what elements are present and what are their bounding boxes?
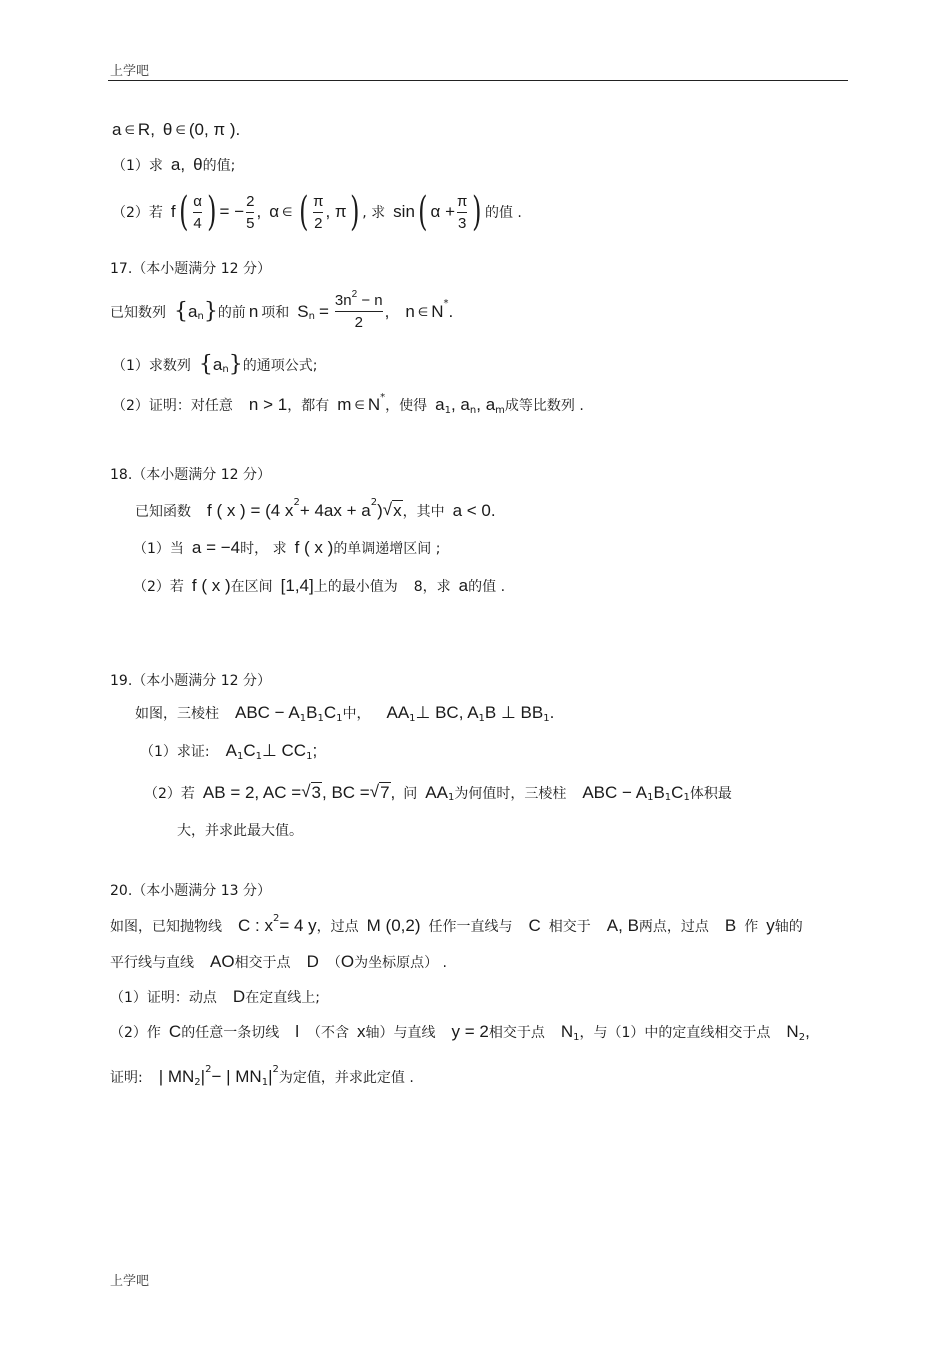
footer-label: 上学吧	[110, 1274, 150, 1289]
q19-stem: 如图，三棱柱 ABC − A 1 B 1 C 1 中， AA 1 ⊥ BC, A 1 B ⊥ BB 1 .	[135, 703, 555, 724]
q17-part1: （1）求数列 { a n } 的通项公式;	[112, 352, 318, 377]
q18-stem: 已知函数 f ( x ) = (4 x 2 + 4ax + a 2 ) √ x ，其中 a < 0 .	[135, 497, 496, 520]
fraction-sn: $\frac{3n^2 - n}{2}$	[334, 289, 383, 331]
q20-line1: 如图，已知抛物线 C : x 2 = 4 y ，过点 M (0,2) 任作一直线与 C 相交于 A, B 两点，过点 B 作 y 轴的	[110, 912, 803, 935]
header-label: 上学吧	[110, 64, 150, 79]
q16-part1: （1）求 a, θ 的值;	[112, 155, 236, 174]
fraction-pi-2: $\frac{\pi}{2}$	[313, 192, 324, 232]
q20-part3: 证明: | MN 2 | 2 − | MN 1 | 2 为定值，并求此定值 .	[110, 1063, 414, 1088]
q19-part2-cont: 大，并求此最大值。	[177, 823, 303, 839]
fraction-2-5: $\frac{2}{5}$	[246, 192, 255, 232]
q17-part2: （2）证明：对任意 n > 1 ，都有 m ∈ N * ，使得 a 1 , a n , a m 成等比数列 .	[112, 391, 584, 416]
q19-title: 19.（本小题满分 12 分）	[110, 673, 271, 689]
fraction-alpha-4: $\frac{\alpha}{4}$	[193, 192, 202, 232]
q16-condition: a ∈ R, θ ∈ (0, π ).	[112, 120, 241, 139]
q17-stem: 已知数列 { a n } 的前 n 项和 S n = $\frac{3n^2 - n}{2}$ , n ∈ N * .	[110, 289, 454, 331]
q18-part1: （1）当 a = −4 时， 求 f ( x ) 的单调递增区间 ;	[133, 538, 441, 557]
q20-part1: （1）证明：动点 D 在定直线上;	[110, 987, 320, 1006]
sqrt-3: √ 3	[301, 782, 322, 802]
q19-part2: （2）若 AB = 2, AC = √ 3 , BC = √ 7 , 问 AA 1 为何值时，三棱柱 ABC − A 1 B 1 C 1 体积最	[144, 782, 732, 803]
q19-part1: （1）求证: A 1 C 1 ⊥ CC 1 ;	[140, 741, 318, 762]
q17-title: 17.（本小题满分 12 分）	[110, 261, 271, 277]
q18-part2: （2）若 f ( x ) 在区间 [1,4] 上的最小值为 8， 求 a 的值 .	[133, 576, 506, 595]
fraction-pi-3: $\frac{\pi}{3}$	[457, 192, 468, 232]
q18-title: 18.（本小题满分 12 分）	[110, 467, 271, 483]
q16-part2: （2）若 f ( $\frac{\alpha}{4}$ ) = − $\frac{2}{5}$ , α ∈ ( $\frac{\pi}{2}$ , π ) , 求 sin ( α + $\frac{\pi}{3}$ ) 的值 .	[112, 189, 522, 235]
q20-part2: （2）作 C 的任意一条切线 l （不含 x 轴）与直线 y = 2 相交于点 N 1 ，与（1）中的定直线相交于点 N 2 ,	[110, 1022, 810, 1043]
sqrt-7: √ 7	[369, 782, 390, 802]
sqrt-x: √ x	[382, 500, 402, 520]
q20-line2: 平行线与直线 AO 相交于点 D （ O 为坐标原点） .	[110, 952, 447, 971]
q20-title: 20.（本小题满分 13 分）	[110, 883, 271, 899]
header-divider	[108, 80, 848, 81]
